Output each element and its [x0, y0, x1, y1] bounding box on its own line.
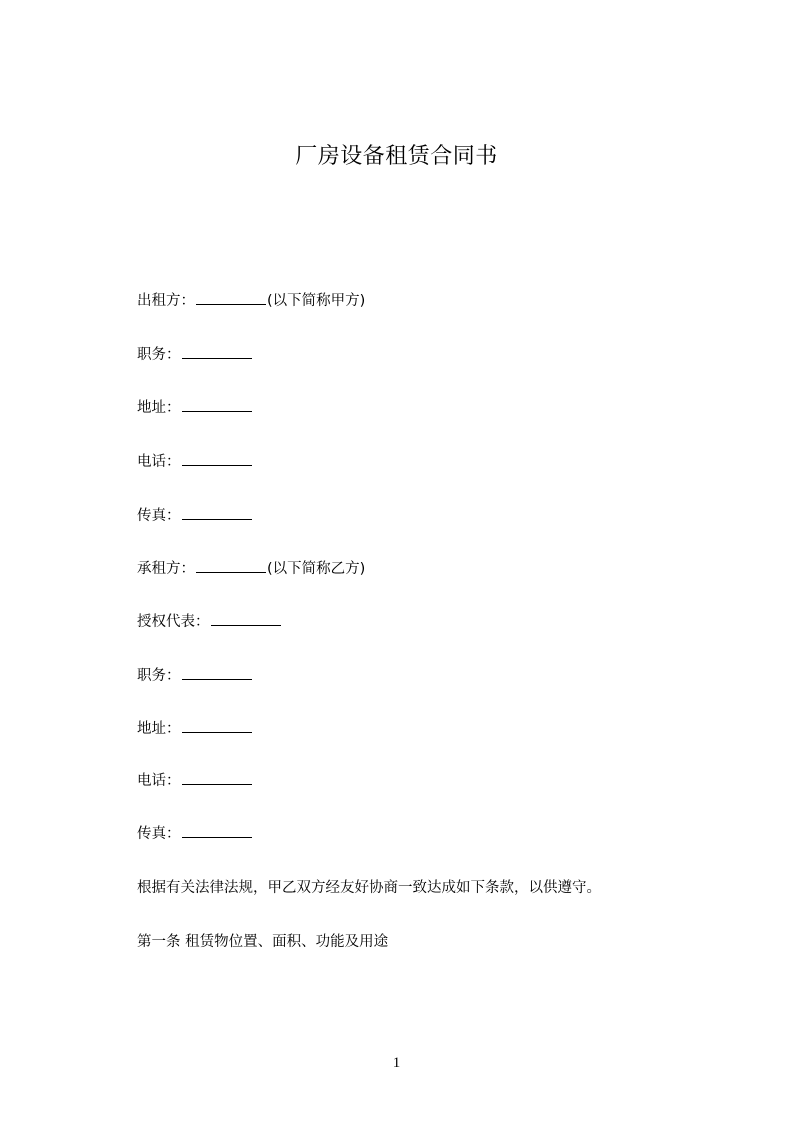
lessee-phone-label: 电话： — [137, 773, 181, 789]
lessor-fax-blank[interactable] — [182, 505, 252, 520]
lessor-address-line — [137, 397, 253, 419]
lessor-suffix: (以下简称甲方) — [267, 293, 366, 309]
lessor-label: 出租方： — [137, 293, 195, 309]
page-number: 1 — [392, 1055, 401, 1071]
lessee-label: 承租方： — [137, 561, 195, 577]
lessee-blank[interactable] — [196, 558, 266, 573]
lessee-suffix: (以下简称乙方) — [267, 561, 366, 577]
lessee-address-label: 地址： — [137, 721, 181, 737]
article-1-heading: 第一条 租赁物位置、面积、功能及用途 — [137, 934, 389, 950]
lessee-representative-blank[interactable] — [211, 611, 281, 626]
lessor-position-blank[interactable] — [182, 344, 252, 359]
lessee-fax-label: 传真： — [137, 826, 181, 842]
lessee-position-label: 职务： — [137, 668, 181, 684]
document-title: 厂房设备租赁合同书 — [295, 144, 498, 169]
lessee-line — [137, 558, 365, 580]
lessee-address-line — [137, 718, 253, 740]
lessee-phone-blank[interactable] — [182, 770, 252, 785]
lessor-line — [137, 290, 365, 312]
lessee-fax-blank[interactable] — [182, 823, 252, 838]
lessor-position-line — [137, 344, 253, 366]
lessee-fax-line — [137, 823, 253, 845]
lessor-address-blank[interactable] — [182, 397, 252, 412]
preamble-paragraph: 根据有关法律法规，甲乙双方经友好协商一致达成如下条款，以供遵守。 — [137, 880, 601, 896]
lessor-phone-label: 电话： — [137, 454, 181, 470]
lessee-phone-line — [137, 770, 253, 792]
lessee-address-blank[interactable] — [182, 718, 252, 733]
lessor-position-label: 职务： — [137, 347, 181, 363]
lessor-blank[interactable] — [196, 290, 266, 305]
lessor-fax-line — [137, 505, 253, 527]
lessee-representative-label: 授权代表： — [137, 614, 210, 630]
lessor-address-label: 地址： — [137, 400, 181, 416]
lessee-position-blank[interactable] — [182, 665, 252, 680]
lessee-representative-line — [137, 611, 282, 633]
lessor-fax-label: 传真： — [137, 508, 181, 524]
lessee-position-line — [137, 665, 253, 687]
lessor-phone-line — [137, 451, 253, 473]
lessor-phone-blank[interactable] — [182, 451, 252, 466]
